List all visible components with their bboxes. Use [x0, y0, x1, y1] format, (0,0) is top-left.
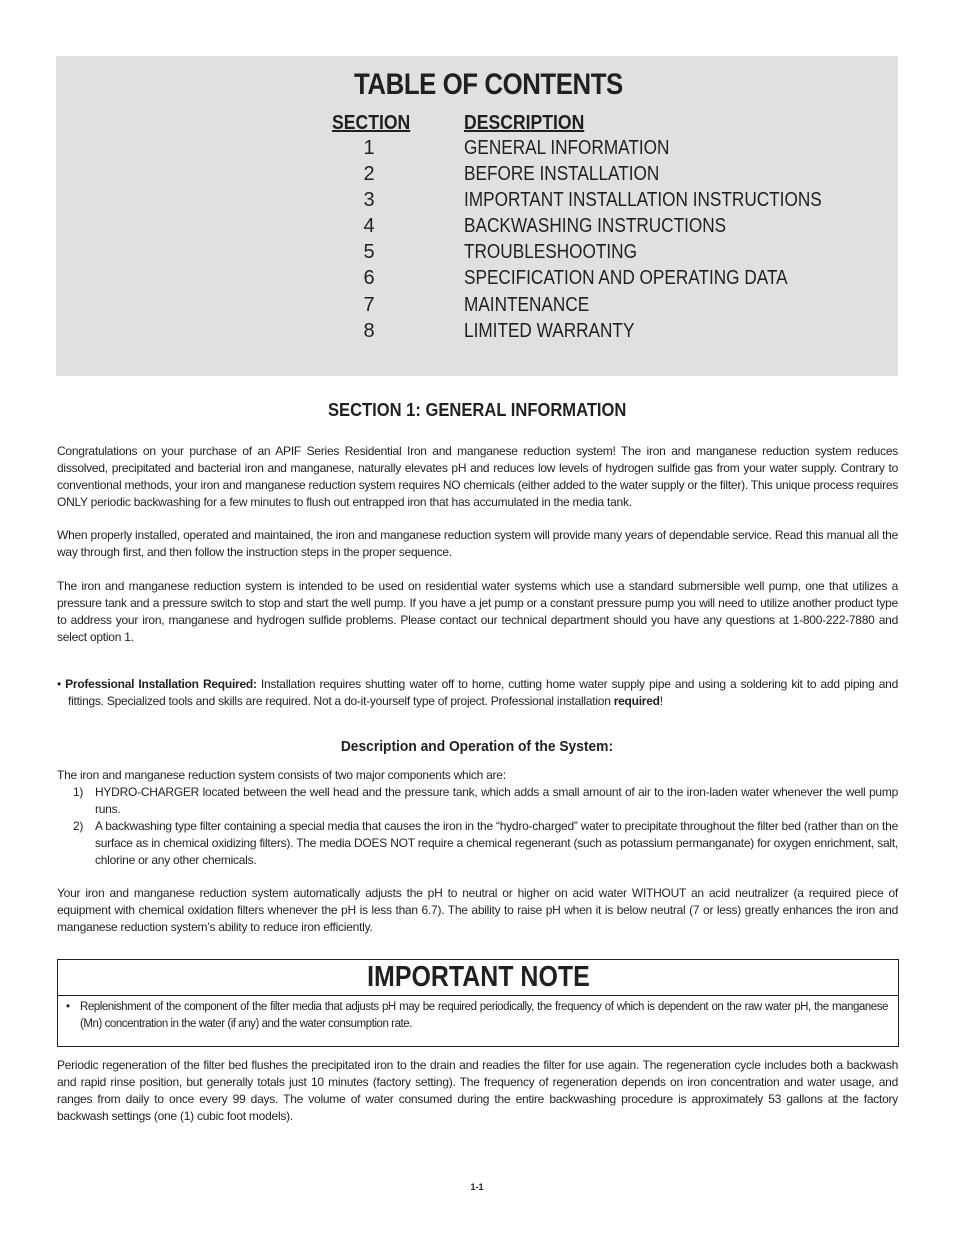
toc-section-description: SPECIFICATION AND OPERATING DATA	[464, 267, 788, 290]
toc-description-header: DESCRIPTION	[464, 112, 585, 134]
regeneration-paragraph: Periodic regeneration of the filter bed flushes the precipitated iron to the drain and readies the filter for use again. The regeneration cycle includes both a backwash and rapid rinse position, but generally totals just 10 minutes (factory setting). The frequency of regeneration depends on iron concentration and water usage, and ranges from daily to once every 99 days. The volume of water consumed during the entire backwashing procedure is approximately 53 gallons at the factory backwash settings (one (1) cubic foot models).	[57, 1058, 898, 1123]
toc-row	[56, 137, 898, 163]
usage-paragraph: The iron and manganese reduction system is intended to be used on residential water systems which use a standard submersible well pump, one that utilizes a pressure tank and a pressure switch to stop and start the well pump. If you have a jet pump or a constant pressure pump you will need to utilize another product type to address your iron, manganese and hydrogen sulfide problems. Please contact our technical department should you have any questions at 1-800-222-7880 and select option 1.	[57, 579, 898, 644]
components-intro: The iron and manganese reduction system consists of two major components which are:	[57, 768, 506, 782]
toc-row	[56, 267, 898, 293]
toc-section-description: GENERAL INFORMATION	[464, 137, 670, 159]
toc-row	[56, 241, 898, 267]
toc-row	[56, 189, 898, 215]
toc-section-description: LIMITED WARRANTY	[464, 319, 635, 342]
important-note-item	[58, 999, 898, 1033]
note-bullet: •	[66, 1001, 70, 1013]
toc-row	[56, 320, 898, 346]
section-1-title: SECTION 1: GENERAL INFORMATION	[327, 400, 627, 420]
list-item-text: A backwashing type filter containing a special media that causes the iron in the “hydro-charged” water to precipitate throughout the filter bed (rather than on the surface as in chemical oxidizing filters). The media DOES NOT require a chemical regenerant (such as potassium permanganate) for oxygen enrichment, salt, chlorine or any other chemicals.	[95, 818, 898, 867]
toc-section-description: TROUBLESHOOTING	[464, 241, 637, 264]
professional-installation-note	[57, 676, 898, 710]
toc-row	[56, 163, 898, 189]
toc-row	[56, 215, 898, 241]
toc-section-number: 1	[363, 137, 375, 159]
toc-section-description: BACKWASHING INSTRUCTIONS	[464, 215, 727, 238]
bullet-text: Installation requires shutting water off to home, cutting home water supply pipe and using a soldering kit to add piping and fittings. Specialized tools and skills are required. Not a do-it-yourself type of project. Professional installation	[68, 677, 898, 708]
toc-section-description: BEFORE INSTALLATION	[464, 163, 660, 186]
bullet-emphasis: required	[613, 693, 660, 708]
toc-section-number: 7	[363, 293, 375, 316]
description-heading	[0, 738, 954, 755]
list-item-number: 1)	[73, 785, 84, 799]
important-note-box	[57, 959, 899, 1047]
toc-section-number: 5	[363, 241, 375, 264]
toc-rows	[56, 137, 898, 346]
toc-section-number: 2	[363, 163, 375, 186]
list-item	[57, 818, 898, 869]
toc-title: TABLE OF CONTENTS	[354, 68, 623, 101]
maintenance-paragraph: When properly installed, operated and maintained, the iron and manganese reduction system will provide many years of dependable service. Read this manual all the way through first, and then follow the instruction steps in the proper sequence.	[57, 528, 898, 559]
list-item	[57, 784, 898, 818]
ph-paragraph: Your iron and manganese reduction system automatically adjusts the pH to neutral or higher on acid water WITHOUT an acid neutralizer (a required piece of equipment with chemical oxidation filters whenever the pH is less than 6.7). The ability to raise pH when it is below neutral (7 or less) greatly enhances the iron and manganese reduction system’s ability to reduce iron efficiently.	[57, 886, 898, 934]
description-title: Description and Operation of the System:	[340, 738, 614, 755]
toc-section-number: 3	[363, 189, 375, 212]
components-list	[57, 784, 898, 869]
toc-section-number: 8	[363, 319, 375, 342]
list-item-text: HYDRO-CHARGER located between the well head and the pressure tank, which adds a small amount of air to the iron-laden water whenever the well pump runs.	[95, 785, 898, 816]
toc-section-description: IMPORTANT INSTALLATION INSTRUCTIONS	[464, 189, 822, 212]
intro-paragraph: Congratulations on your purchase of an APIF Series Residential Iron and manganese reduction system! The iron and manganese reduction system reduces dissolved, precipitated and bacterial iron and manganese, naturally elevates pH and reduces low levels of hydrogen sulfide gas from your water supply. Contrary to conventional methods, your iron and manganese reduction system requires NO chemicals (either added to the water supply or the filter). This unique process requires ONLY periodic backwashing for a few minutes to flush out entrapped iron that has accumulated in the media tank.	[57, 444, 898, 509]
toc-section-number: 4	[363, 215, 375, 238]
page-number: 1-1	[470, 1182, 484, 1192]
toc-section-number: 6	[363, 267, 375, 290]
bullet-marker: •	[57, 677, 61, 691]
important-note-heading	[58, 960, 898, 996]
section-1-heading	[0, 400, 954, 421]
bullet-label: Professional Installation Required:	[65, 677, 257, 691]
toc-row	[56, 294, 898, 320]
note-text: Replenishment of the component of the filter media that adjusts pH may be required periodically, the frequency of which is dependent on the raw water pH, the manganese (Mn) concentration in the water (if any) and the water consumption rate.	[80, 1001, 888, 1030]
important-note-title: IMPORTANT NOTE	[366, 961, 590, 993]
bullet-end: !	[659, 693, 663, 708]
toc-section-header: SECTION	[332, 112, 411, 134]
list-item-number: 2)	[73, 818, 84, 833]
toc-section-description: MAINTENANCE	[464, 293, 590, 316]
table-of-contents	[56, 56, 898, 376]
